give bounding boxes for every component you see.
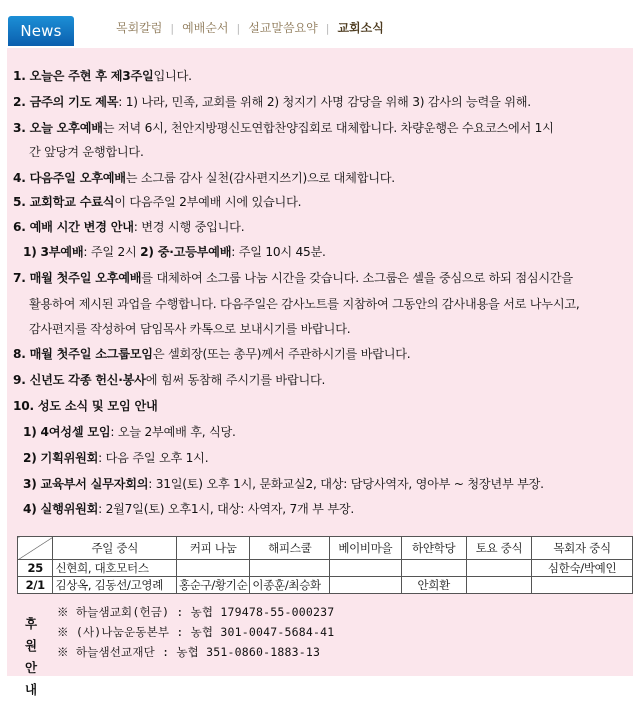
notice-7: 7. 매월 첫주일 오후예배를 대체하여 소그룹 나눔 시간을 갖습니다. 소그룹은 셀을 중심으로 하되 점심시간을 [13, 271, 573, 285]
notice-3-cont: 간 앞당겨 운행합니다. [29, 145, 144, 159]
table-cell: 심한숙/박예인 [532, 560, 633, 577]
notice-4: 4. 다음주일 오후예배는 소그룹 감사 실천(감사편지쓰기)으로 대체합니다. [13, 171, 395, 185]
nav-item-worship-order[interactable]: 예배순서 [182, 21, 229, 35]
notice-6: 6. 예배 시간 변경 안내: 변경 시행 중입니다. [13, 220, 245, 234]
table-header: 베이비마을 [330, 537, 401, 560]
header [0, 0, 640, 48]
table-cell: 홍순구/황기순 [176, 577, 249, 594]
nav-item-pastor-column[interactable]: 목회칼럼 [116, 21, 163, 35]
notice-7-cont1: 활용하여 제시된 과업을 수행합니다. 다음주일은 감사노트를 지참하여 그동안의 감사내용을 서로 나누시고, [29, 297, 580, 311]
table-cell [250, 560, 330, 577]
service-schedule-table [17, 536, 633, 594]
table-header: 하얀학당 [401, 537, 466, 560]
table-row [18, 577, 633, 594]
table-cell [176, 560, 249, 577]
table-cell [466, 577, 531, 594]
notice-10-3: 3) 교육부서 실무자회의: 31일(토) 오후 1시, 문화교실2, 대상: 담당사역자, 영아부 ~ 청장년부 부장. [23, 477, 544, 491]
table-header: 해피스쿨 [250, 537, 330, 560]
table-cell [401, 560, 466, 577]
table-corner-cell [18, 537, 53, 560]
support-account-2: ※ (사)나눔운동본부 : 농협 301-0047-5684-41 [57, 625, 335, 639]
table-date-cell: 25 [18, 560, 53, 577]
notice-10-1: 1) 4여성셀 모임: 오늘 2부예배 후, 식당. [23, 425, 236, 439]
table-header: 커피 나눔 [176, 537, 249, 560]
table-header: 토요 중식 [466, 537, 531, 560]
nav-separator: | [325, 22, 330, 35]
notice-7-cont2: 감사편지를 작성하여 담임목사 카톡으로 보내시기를 바랍니다. [29, 322, 351, 336]
notice-panel [7, 48, 633, 697]
table-header: 목회자 중식 [532, 537, 633, 560]
support-account-3: ※ 하늘샘선교재단 : 농협 351-0860-1883-13 [57, 645, 321, 659]
notice-2: 2. 금주의 기도 제목: 1) 나라, 민족, 교회를 위해 2) 청지기 사명 감당을 위해 3) 감사의 능력을 위해. [13, 95, 531, 109]
table-cell [330, 560, 401, 577]
notice-10-2: 2) 기획위원회: 다음 주일 오후 1시. [23, 451, 209, 465]
notice-6-items: 1) 3부예배: 주일 2시 2) 중·고등부예배: 주일 10시 45분. [23, 245, 326, 259]
table-cell [532, 577, 633, 594]
table-header-row [18, 537, 633, 560]
table-cell: 김상옥, 김동선/고영례 [53, 577, 177, 594]
notice-3: 3. 오늘 오후예배는 저녁 6시, 천안지방평신도연합찬양집회로 대체합니다. 차량운행은 수요코스에서 1시 [13, 121, 554, 135]
table-cell [466, 560, 531, 577]
nav-item-sermon-summary[interactable]: 설교말씀요약 [248, 21, 318, 35]
notice-10: 10. 성도 소식 및 모임 안내 [13, 399, 158, 413]
nav-menu [116, 19, 384, 36]
notice-5: 5. 교회학교 수료식이 다음주일 2부예배 시에 있습니다. [13, 195, 302, 209]
table-header: 주일 중식 [53, 537, 177, 560]
nav-separator: | [236, 22, 241, 35]
support-account-1: ※ 하늘샘교회(헌금) : 농협 179478-55-000237 [57, 605, 335, 619]
notice-10-4: 4) 실행위원회: 2월7일(토) 오후1시, 대상: 사역자, 7개 부 부장. [23, 502, 354, 516]
table-row [18, 560, 633, 577]
table-cell: 안희환 [401, 577, 466, 594]
table-cell: 신현희, 대호모터스 [53, 560, 177, 577]
table-cell [330, 577, 401, 594]
table-date-cell: 2/1 [18, 577, 53, 594]
nav-separator: | [170, 22, 175, 35]
notice-8: 8. 매월 첫주일 소그룹모임은 셀회장(또는 총무)께서 주관하시기를 바랍니다. [13, 347, 411, 361]
table-cell: 이종훈/최승화 [250, 577, 330, 594]
nav-item-church-news[interactable]: 교회소식 [337, 21, 384, 35]
news-badge: News [8, 16, 74, 46]
support-title: 후원안내 [24, 616, 38, 697]
notice-1: 1. 오늘은 주현 후 제3주일입니다. [13, 69, 192, 83]
notice-9: 9. 신년도 각종 헌신·봉사에 힘써 동참해 주시기를 바랍니다. [13, 373, 326, 387]
